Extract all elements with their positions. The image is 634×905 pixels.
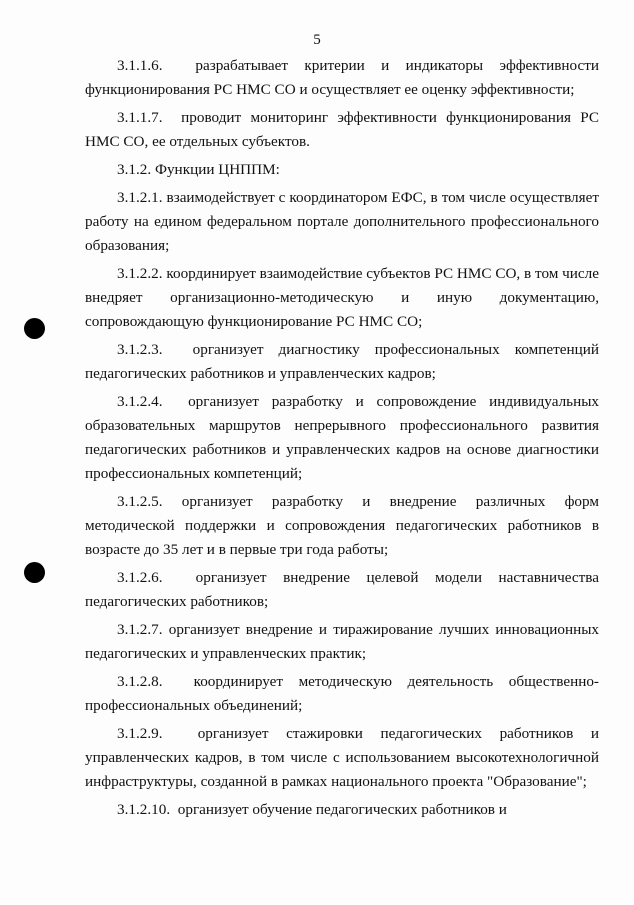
paragraph-3-1-2-9: 3.1.2.9. организует стажировки педагогических работников и управленческих кадров, в том числе с использованием высокотехнологичной инфраструктуры, созданной в рамках национального проекта "Образование"; bbox=[85, 724, 599, 791]
paragraph-3-1-2-1: 3.1.2.1. взаимодействует с координатором ЕФС, в том числе осуществляет работу на едином федеральном портале дополнительного профессионального образования; bbox=[85, 188, 599, 254]
paragraph-3-1-2-7: 3.1.2.7. организует внедрение и тиражирование лучших инновационных педагогических и управленческих практик; bbox=[85, 620, 599, 663]
paragraph-3-1-1-7: 3.1.1.7. проводит мониторинг эффективности функционирования РС НМС СО, ее отдельных субъектов. bbox=[85, 108, 599, 151]
page-number: 5 bbox=[313, 32, 321, 48]
document-body bbox=[85, 54, 599, 826]
paragraph-3-1-2-6: 3.1.2.6. организует внедрение целевой модели наставничества педагогических работников; bbox=[85, 569, 599, 611]
paragraph-3-1-2-4: 3.1.2.4. организует разработку и сопровождение индивидуальных образовательных маршрутов непрерывного профессионального развития педагогических работников и управленческих кадров на основе диагностики профессиональных компетенций; bbox=[85, 392, 599, 483]
paragraph-3-1-2-8: 3.1.2.8. координирует методическую деятельность общественно-профессиональных объединений; bbox=[85, 672, 599, 715]
paragraph-3-1-2-5: 3.1.2.5. организует разработку и внедрение различных форм методической поддержки и сопровождения педагогических работников в возрасте до 35 лет и в первые три года работы; bbox=[85, 492, 599, 559]
paragraph-3-1-2-2: 3.1.2.2. координирует взаимодействие субъектов РС НМС СО, в том числе внедряет организационно-методическую и иную документацию, сопровождающую функционирование РС НМС СО; bbox=[85, 264, 599, 331]
section-heading-3-1-2: 3.1.2. Функции ЦНППМ: bbox=[117, 160, 280, 178]
punch-hole-top bbox=[24, 318, 45, 339]
paragraph-3-1-2-3: 3.1.2.3. организует диагностику профессиональных компетенций педагогических работников и управленческих кадров; bbox=[85, 340, 599, 382]
paragraph-3-1-2-10: 3.1.2.10. организует обучение педагогических работников и bbox=[117, 800, 507, 818]
paragraph-3-1-1-6: 3.1.1.6. разрабатывает критерии и индикаторы эффективности функционирования РС НМС СО и осуществляет ее оценку эффективности; bbox=[85, 57, 599, 99]
punch-hole-bottom bbox=[24, 562, 45, 583]
